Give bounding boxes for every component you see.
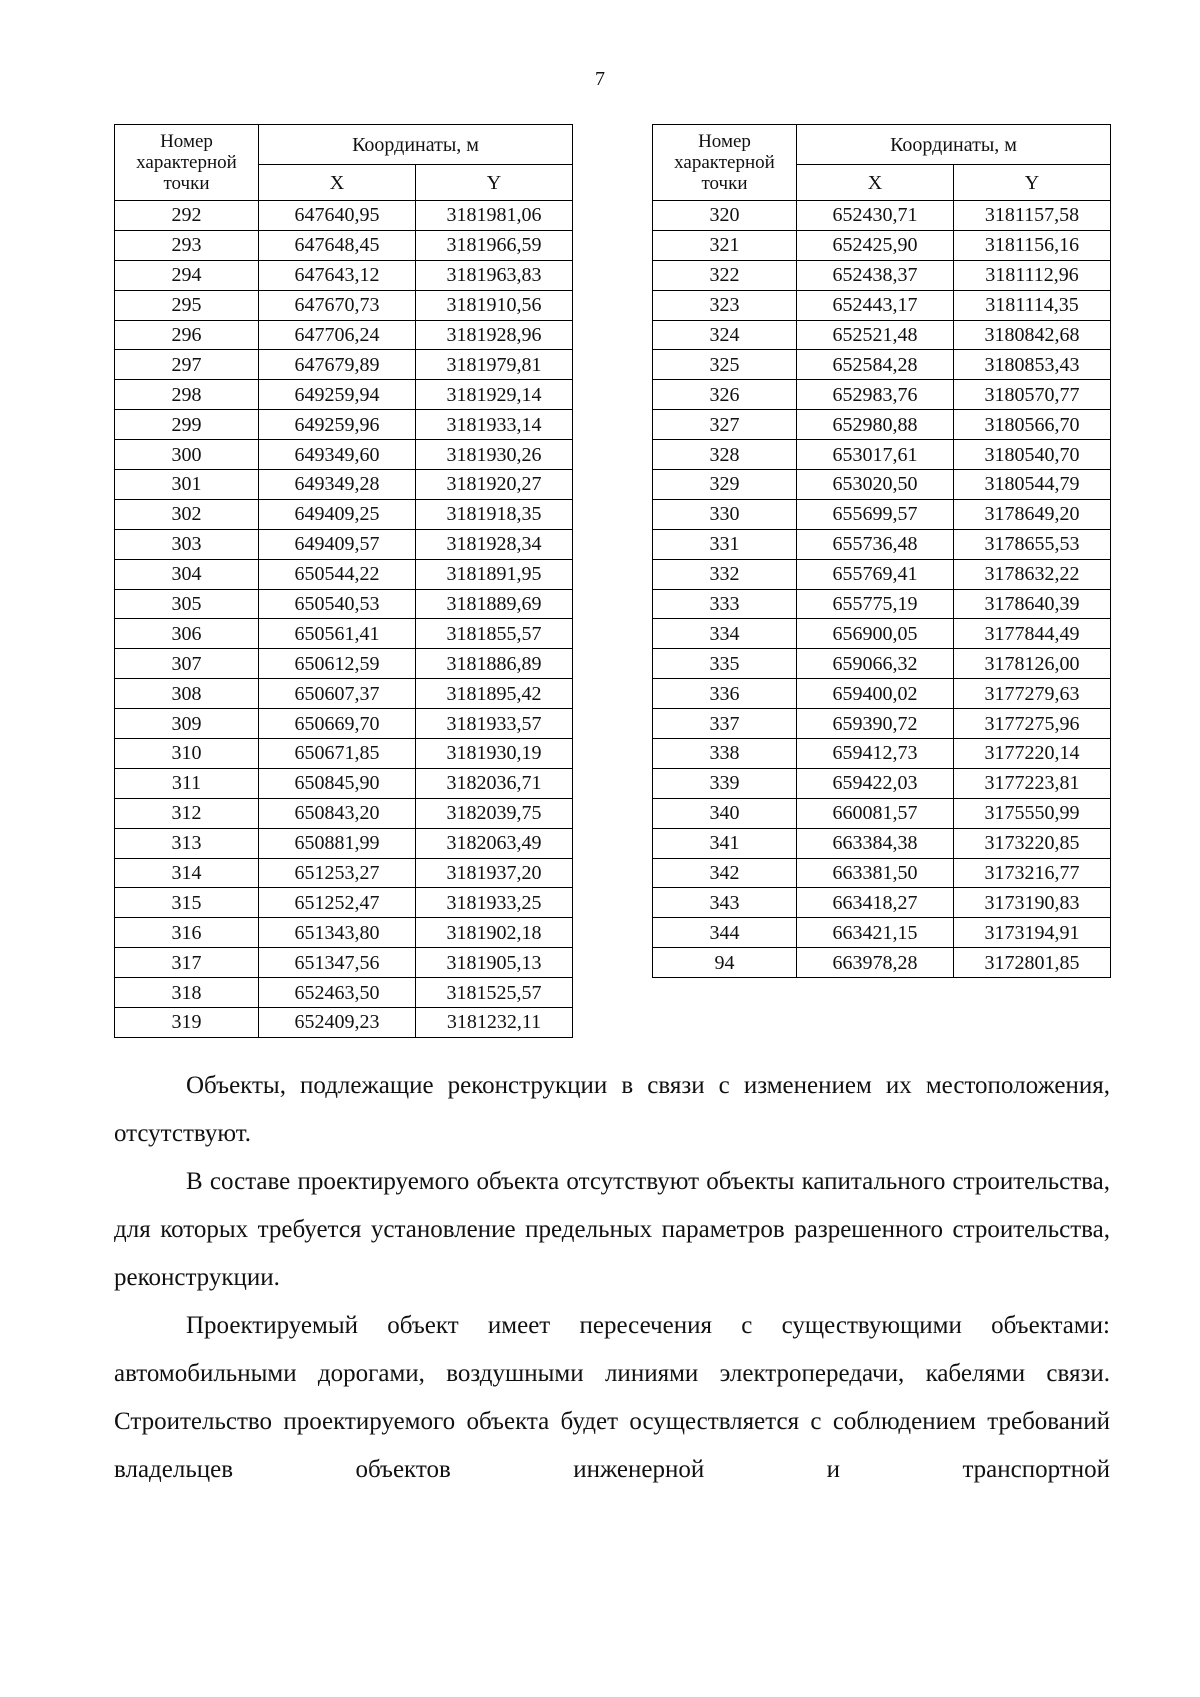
y-coordinate-cell: 3181963,83 [416, 260, 573, 290]
x-coordinate-cell: 649349,60 [259, 440, 416, 470]
x-coordinate-cell: 651347,56 [259, 948, 416, 978]
x-coordinate-cell: 650845,90 [259, 768, 416, 798]
x-coordinate-cell: 650671,85 [259, 739, 416, 769]
table-row [115, 768, 573, 798]
table-row [653, 679, 1111, 709]
table-row [115, 709, 573, 739]
point-number-cell: 343 [653, 888, 797, 918]
table-row [115, 499, 573, 529]
point-number-cell: 299 [115, 410, 259, 440]
y-coordinate-cell: 3181156,16 [954, 230, 1111, 260]
point-number-cell: 328 [653, 440, 797, 470]
point-number-cell: 314 [115, 858, 259, 888]
x-coordinate-cell: 649259,96 [259, 410, 416, 440]
point-number-cell: 313 [115, 828, 259, 858]
point-number-cell: 310 [115, 739, 259, 769]
y-coordinate-cell: 3173190,83 [954, 888, 1111, 918]
header-coordinates: Координаты, м [259, 125, 573, 165]
table-row [115, 201, 573, 231]
y-coordinate-cell: 3180842,68 [954, 320, 1111, 350]
table-row [653, 529, 1111, 559]
table-row [115, 798, 573, 828]
y-coordinate-cell: 3177844,49 [954, 619, 1111, 649]
x-coordinate-cell: 652584,28 [797, 350, 954, 380]
x-coordinate-cell: 650881,99 [259, 828, 416, 858]
y-coordinate-cell: 3175550,99 [954, 798, 1111, 828]
header-x: X [259, 165, 416, 201]
point-number-cell: 292 [115, 201, 259, 231]
y-coordinate-cell: 3182036,71 [416, 768, 573, 798]
paragraph-intersections: Проектируемый объект имеет пересечения с существующими объектами: автомобильными дорогами, воздушными линиями электропередачи, кабелями связи. Строительство проектируемого объекта будет осуществляется с соблюдением требований владельцев объектов инженерной и транспортной [114, 1312, 1110, 1483]
table-row [653, 739, 1111, 769]
x-coordinate-cell: 660081,57 [797, 798, 954, 828]
point-number-cell: 324 [653, 320, 797, 350]
x-coordinate-cell: 647670,73 [259, 290, 416, 320]
table-row [115, 1008, 573, 1038]
point-number-cell: 336 [653, 679, 797, 709]
x-coordinate-cell: 663418,27 [797, 888, 954, 918]
point-number-cell: 307 [115, 649, 259, 679]
table-row [115, 260, 573, 290]
table-row [115, 470, 573, 500]
table-row [115, 410, 573, 440]
table-row [115, 320, 573, 350]
y-coordinate-cell: 3181930,26 [416, 440, 573, 470]
x-coordinate-cell: 652425,90 [797, 230, 954, 260]
point-number-cell: 293 [115, 230, 259, 260]
x-coordinate-cell: 663381,50 [797, 858, 954, 888]
table-body-right [653, 201, 1111, 978]
y-coordinate-cell: 3181928,34 [416, 529, 573, 559]
x-coordinate-cell: 647643,12 [259, 260, 416, 290]
x-coordinate-cell: 650540,53 [259, 589, 416, 619]
y-coordinate-cell: 3182063,49 [416, 828, 573, 858]
y-coordinate-cell: 3181525,57 [416, 978, 573, 1008]
paragraph-capital-objects: В составе проектируемого объекта отсутствуют объекты капитального строительства, для которых требуется установление предельных параметров разрешенного строительства, реконструкции. [114, 1168, 1110, 1291]
y-coordinate-cell: 3181930,19 [416, 739, 573, 769]
y-coordinate-cell: 3181895,42 [416, 679, 573, 709]
paragraph-reconstruction: Объекты, подлежащие реконструкции в связи с изменением их местоположения, отсутствуют. [114, 1072, 1110, 1147]
x-coordinate-cell: 647640,95 [259, 201, 416, 231]
x-coordinate-cell: 663421,15 [797, 918, 954, 948]
y-coordinate-cell: 3173194,91 [954, 918, 1111, 948]
point-number-cell: 339 [653, 768, 797, 798]
table-row [115, 649, 573, 679]
header-y: Y [954, 165, 1111, 201]
table-row [653, 260, 1111, 290]
x-coordinate-cell: 656900,05 [797, 619, 954, 649]
header-x: X [797, 165, 954, 201]
x-coordinate-cell: 659390,72 [797, 709, 954, 739]
x-coordinate-cell: 663384,38 [797, 828, 954, 858]
point-number-cell: 296 [115, 320, 259, 350]
point-number-cell: 322 [653, 260, 797, 290]
table-row [653, 888, 1111, 918]
y-coordinate-cell: 3180540,70 [954, 440, 1111, 470]
x-coordinate-cell: 650561,41 [259, 619, 416, 649]
table-row [653, 918, 1111, 948]
table-row [115, 858, 573, 888]
y-coordinate-cell: 3181929,14 [416, 380, 573, 410]
table-row [115, 948, 573, 978]
x-coordinate-cell: 649349,28 [259, 470, 416, 500]
x-coordinate-cell: 652438,37 [797, 260, 954, 290]
point-number-cell: 342 [653, 858, 797, 888]
point-number-cell: 298 [115, 380, 259, 410]
y-coordinate-cell: 3181966,59 [416, 230, 573, 260]
table-row [653, 589, 1111, 619]
point-number-cell: 321 [653, 230, 797, 260]
table-row [115, 290, 573, 320]
y-coordinate-cell: 3181981,06 [416, 201, 573, 231]
x-coordinate-cell: 659412,73 [797, 739, 954, 769]
point-number-cell: 333 [653, 589, 797, 619]
table-row [653, 380, 1111, 410]
y-coordinate-cell: 3181112,96 [954, 260, 1111, 290]
x-coordinate-cell: 655769,41 [797, 559, 954, 589]
point-number-cell: 317 [115, 948, 259, 978]
header-coordinates: Координаты, м [797, 125, 1111, 165]
y-coordinate-cell: 3178655,53 [954, 529, 1111, 559]
point-number-cell: 306 [115, 619, 259, 649]
table-row [653, 798, 1111, 828]
x-coordinate-cell: 650612,59 [259, 649, 416, 679]
x-coordinate-cell: 652463,50 [259, 978, 416, 1008]
point-number-cell: 295 [115, 290, 259, 320]
point-number-cell: 337 [653, 709, 797, 739]
table-row [653, 948, 1111, 978]
x-coordinate-cell: 647679,89 [259, 350, 416, 380]
y-coordinate-cell: 3173220,85 [954, 828, 1111, 858]
point-number-cell: 294 [115, 260, 259, 290]
table-row [653, 470, 1111, 500]
coordinates-table-left [114, 124, 573, 1038]
y-coordinate-cell: 3177279,63 [954, 679, 1111, 709]
table-row [115, 918, 573, 948]
table-row [653, 828, 1111, 858]
x-coordinate-cell: 653017,61 [797, 440, 954, 470]
x-coordinate-cell: 652430,71 [797, 201, 954, 231]
point-number-cell: 341 [653, 828, 797, 858]
point-number-cell: 315 [115, 888, 259, 918]
y-coordinate-cell: 3177275,96 [954, 709, 1111, 739]
y-coordinate-cell: 3178640,39 [954, 589, 1111, 619]
y-coordinate-cell: 3181920,27 [416, 470, 573, 500]
body-text [114, 1062, 1110, 1494]
table-row [115, 529, 573, 559]
y-coordinate-cell: 3172801,85 [954, 948, 1111, 978]
point-number-cell: 297 [115, 350, 259, 380]
point-number-cell: 302 [115, 499, 259, 529]
point-number-cell: 318 [115, 978, 259, 1008]
y-coordinate-cell: 3181232,11 [416, 1008, 573, 1038]
point-number-cell: 323 [653, 290, 797, 320]
x-coordinate-cell: 655736,48 [797, 529, 954, 559]
point-number-cell: 300 [115, 440, 259, 470]
table-row [653, 320, 1111, 350]
y-coordinate-cell: 3180544,79 [954, 470, 1111, 500]
x-coordinate-cell: 647648,45 [259, 230, 416, 260]
y-coordinate-cell: 3180570,77 [954, 380, 1111, 410]
point-number-cell: 340 [653, 798, 797, 828]
table-row [115, 230, 573, 260]
point-number-cell: 326 [653, 380, 797, 410]
x-coordinate-cell: 652983,76 [797, 380, 954, 410]
table-row [653, 350, 1111, 380]
table-row [115, 619, 573, 649]
table-row [115, 978, 573, 1008]
x-coordinate-cell: 650669,70 [259, 709, 416, 739]
y-coordinate-cell: 3181933,57 [416, 709, 573, 739]
y-coordinate-cell: 3181937,20 [416, 858, 573, 888]
y-coordinate-cell: 3177223,81 [954, 768, 1111, 798]
point-number-cell: 344 [653, 918, 797, 948]
x-coordinate-cell: 659066,32 [797, 649, 954, 679]
y-coordinate-cell: 3177220,14 [954, 739, 1111, 769]
y-coordinate-cell: 3181902,18 [416, 918, 573, 948]
point-number-cell: 304 [115, 559, 259, 589]
point-number-cell: 305 [115, 589, 259, 619]
point-number-cell: 312 [115, 798, 259, 828]
y-coordinate-cell: 3182039,75 [416, 798, 573, 828]
x-coordinate-cell: 651253,27 [259, 858, 416, 888]
x-coordinate-cell: 652521,48 [797, 320, 954, 350]
y-coordinate-cell: 3181928,96 [416, 320, 573, 350]
y-coordinate-cell: 3180566,70 [954, 410, 1111, 440]
point-number-cell: 311 [115, 768, 259, 798]
y-coordinate-cell: 3181933,14 [416, 410, 573, 440]
page-number: 7 [595, 68, 605, 90]
x-coordinate-cell: 653020,50 [797, 470, 954, 500]
y-coordinate-cell: 3181905,13 [416, 948, 573, 978]
table-row [115, 888, 573, 918]
point-number-cell: 320 [653, 201, 797, 231]
point-number-cell: 308 [115, 679, 259, 709]
point-number-cell: 309 [115, 709, 259, 739]
table-row [115, 559, 573, 589]
table-row [115, 589, 573, 619]
table-row [653, 290, 1111, 320]
y-coordinate-cell: 3181114,35 [954, 290, 1111, 320]
table-row [653, 410, 1111, 440]
y-coordinate-cell: 3178632,22 [954, 559, 1111, 589]
table-row [653, 499, 1111, 529]
point-number-cell: 331 [653, 529, 797, 559]
y-coordinate-cell: 3181855,57 [416, 619, 573, 649]
point-number-cell: 335 [653, 649, 797, 679]
x-coordinate-cell: 652409,23 [259, 1008, 416, 1038]
x-coordinate-cell: 651252,47 [259, 888, 416, 918]
y-coordinate-cell: 3180853,43 [954, 350, 1111, 380]
x-coordinate-cell: 651343,80 [259, 918, 416, 948]
point-number-cell: 334 [653, 619, 797, 649]
table-row [115, 828, 573, 858]
table-row [653, 858, 1111, 888]
point-number-cell: 327 [653, 410, 797, 440]
x-coordinate-cell: 647706,24 [259, 320, 416, 350]
x-coordinate-cell: 652443,17 [797, 290, 954, 320]
x-coordinate-cell: 659400,02 [797, 679, 954, 709]
point-number-cell: 325 [653, 350, 797, 380]
header-point-number: Номер характерной точки [115, 125, 259, 201]
x-coordinate-cell: 650843,20 [259, 798, 416, 828]
table-row [653, 649, 1111, 679]
table-row [115, 679, 573, 709]
x-coordinate-cell: 650607,37 [259, 679, 416, 709]
x-coordinate-cell: 659422,03 [797, 768, 954, 798]
table-row [115, 739, 573, 769]
point-number-cell: 329 [653, 470, 797, 500]
y-coordinate-cell: 3181889,69 [416, 589, 573, 619]
y-coordinate-cell: 3181157,58 [954, 201, 1111, 231]
y-coordinate-cell: 3181979,81 [416, 350, 573, 380]
x-coordinate-cell: 652980,88 [797, 410, 954, 440]
point-number-cell: 94 [653, 948, 797, 978]
y-coordinate-cell: 3181910,56 [416, 290, 573, 320]
x-coordinate-cell: 649409,25 [259, 499, 416, 529]
table-row [653, 768, 1111, 798]
table-row [115, 380, 573, 410]
table-row [653, 230, 1111, 260]
table-row [115, 350, 573, 380]
coordinates-table-right [652, 124, 1111, 978]
x-coordinate-cell: 655775,19 [797, 589, 954, 619]
x-coordinate-cell: 649409,57 [259, 529, 416, 559]
point-number-cell: 316 [115, 918, 259, 948]
x-coordinate-cell: 649259,94 [259, 380, 416, 410]
table-row [115, 440, 573, 470]
x-coordinate-cell: 655699,57 [797, 499, 954, 529]
table-body-left [115, 201, 573, 1038]
point-number-cell: 338 [653, 739, 797, 769]
x-coordinate-cell: 650544,22 [259, 559, 416, 589]
header-point-number: Номер характерной точки [653, 125, 797, 201]
y-coordinate-cell: 3178649,20 [954, 499, 1111, 529]
header-y: Y [416, 165, 573, 201]
table-row [653, 440, 1111, 470]
table-row [653, 619, 1111, 649]
point-number-cell: 319 [115, 1008, 259, 1038]
point-number-cell: 332 [653, 559, 797, 589]
y-coordinate-cell: 3181886,89 [416, 649, 573, 679]
y-coordinate-cell: 3178126,00 [954, 649, 1111, 679]
point-number-cell: 301 [115, 470, 259, 500]
table-row [653, 201, 1111, 231]
y-coordinate-cell: 3181891,95 [416, 559, 573, 589]
point-number-cell: 330 [653, 499, 797, 529]
y-coordinate-cell: 3181918,35 [416, 499, 573, 529]
x-coordinate-cell: 663978,28 [797, 948, 954, 978]
y-coordinate-cell: 3173216,77 [954, 858, 1111, 888]
table-row [653, 709, 1111, 739]
point-number-cell: 303 [115, 529, 259, 559]
table-row [653, 559, 1111, 589]
y-coordinate-cell: 3181933,25 [416, 888, 573, 918]
